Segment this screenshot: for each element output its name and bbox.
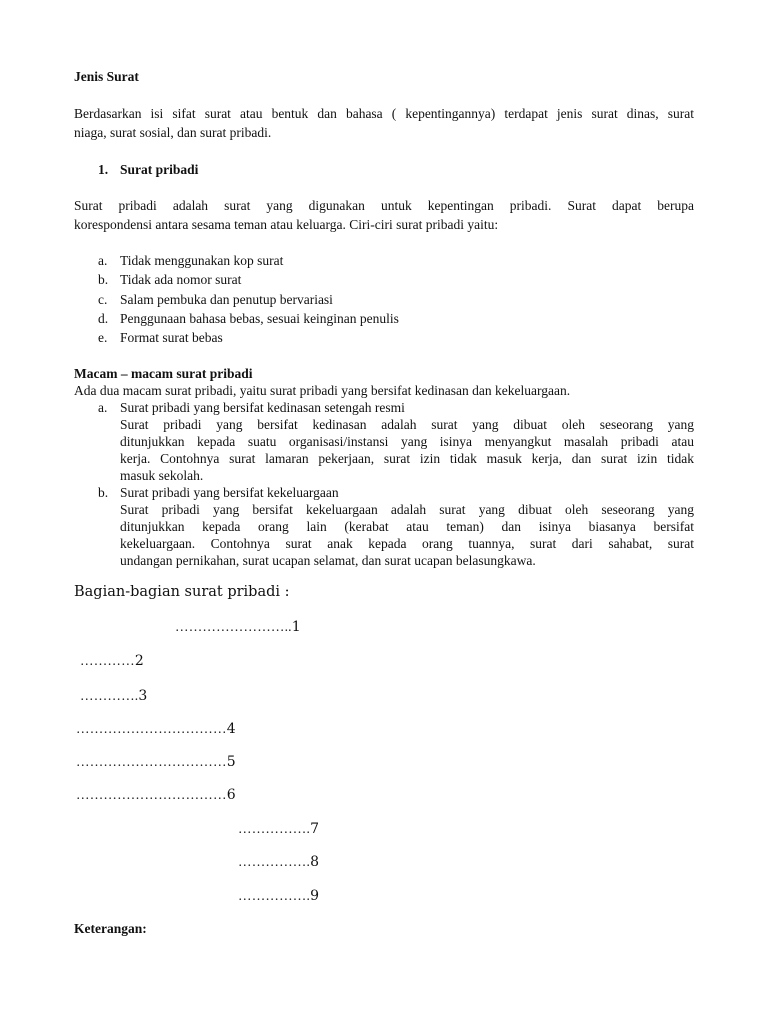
placeholder-dots: …………………………… — [76, 721, 227, 736]
type-paragraph — [120, 417, 694, 485]
list-marker: d. — [98, 311, 109, 326]
section-paragraph — [74, 198, 694, 238]
placeholder-number: 4 — [226, 721, 236, 737]
type-title: Surat pribadi yang bersifat kekeluargaan — [120, 485, 339, 500]
list-item: Salam pembuka dan penutup bervariasi — [120, 292, 333, 307]
placeholder-dots: …………………….. — [175, 619, 292, 634]
type-paragraph-line: kekeluargaan. Contohnya surat anak kepada orang tuannya, surat dari sahabat, surat — [120, 536, 694, 551]
placeholder-line — [80, 687, 147, 705]
page-title: Jenis Surat — [74, 69, 139, 84]
macam-intro: Ada dua macam surat pribadi, yaitu surat pribadi yang bersifat kedinasan dan kekeluargaan. — [74, 383, 571, 398]
placeholder-line — [80, 652, 144, 670]
section-paragraph-line-1: Surat pribadi adalah surat yang digunakan untuk kepentingan pribadi. Surat dapat berupa — [74, 198, 694, 213]
placeholder-number: 9 — [310, 888, 319, 904]
type-paragraph-line: Surat pribadi yang bersifat kedinasan adalah surat yang dibuat oleh seseorang yang — [120, 417, 694, 432]
placeholder-line — [238, 853, 319, 871]
list-marker: a. — [98, 253, 108, 268]
list-item: Tidak menggunakan kop surat — [120, 253, 284, 268]
placeholder-line — [76, 753, 236, 771]
placeholder-number: 1 — [291, 619, 301, 635]
list-marker: e. — [98, 330, 108, 345]
placeholder-number: 6 — [226, 787, 236, 803]
placeholder-dots: ……………. — [238, 821, 311, 836]
type-marker: a. — [98, 400, 108, 415]
placeholder-line — [238, 887, 319, 905]
type-paragraph-line: kerja. Contohnya surat lamaran pekerjaan, surat izin tidak masuk kerja, dan surat izin tidak — [120, 451, 694, 466]
list-item: Tidak ada nomor surat — [120, 272, 242, 287]
section-title: Surat pribadi — [120, 162, 199, 177]
placeholder-dots: ………… — [80, 653, 135, 668]
placeholder-number: 8 — [310, 854, 319, 870]
bagian-title: Bagian-bagian surat pribadi : — [74, 584, 290, 600]
list-marker: c. — [98, 292, 108, 307]
type-paragraph — [120, 502, 694, 570]
intro-paragraph — [74, 106, 694, 146]
placeholder-number: 3 — [138, 688, 148, 704]
list-item: Format surat bebas — [120, 330, 223, 345]
placeholder-dots: …………………………… — [76, 787, 227, 802]
type-title: Surat pribadi yang bersifat kedinasan setengah resmi — [120, 400, 405, 415]
type-marker: b. — [98, 485, 109, 500]
placeholder-number: 7 — [310, 821, 319, 837]
type-paragraph-line: ditunjukkan kepada orang lain (kerabat atau teman) dan isinya biasanya bersifat — [120, 519, 694, 534]
list-item: Penggunaan bahasa bebas, sesuai keinginan penulis — [120, 311, 399, 326]
type-paragraph-line: masuk sekolah. — [120, 468, 204, 483]
macam-title: Macam – macam surat pribadi — [74, 366, 253, 381]
placeholder-dots: ……………. — [238, 888, 311, 903]
list-marker: b. — [98, 272, 109, 287]
type-paragraph-line: ditunjukkan kepada suatu organisasi/instansi yang isinya menyangkut masalah pribadi atau — [120, 434, 694, 449]
intro-line-1: Berdasarkan isi sifat surat atau bentuk dan bahasa ( kepentingannya) terdapat jenis surat dinas, surat — [74, 106, 694, 121]
placeholder-number: 5 — [226, 754, 236, 770]
intro-line-2: niaga, surat sosial, dan surat pribadi. — [74, 125, 272, 140]
placeholder-line — [238, 820, 319, 838]
placeholder-dots: …………. — [80, 688, 139, 703]
section-paragraph-line-2: korespondensi antara sesama teman atau keluarga. Ciri-ciri surat pribadi yaitu: — [74, 217, 499, 232]
placeholder-dots: ……………. — [238, 854, 311, 869]
placeholder-number: 2 — [134, 653, 144, 669]
placeholder-line — [76, 786, 236, 804]
keterangan-heading: Keterangan: — [74, 921, 147, 936]
placeholder-line — [76, 720, 236, 738]
section-number: 1. — [98, 162, 109, 177]
placeholder-dots: …………………………… — [76, 754, 227, 769]
type-paragraph-line: Surat pribadi yang bersifat kekeluargaan adalah surat yang dibuat oleh seseorang yang — [120, 502, 694, 517]
placeholder-line — [175, 618, 301, 636]
type-paragraph-line: undangan pernikahan, surat ucapan selamat, dan surat ucapan belasungkawa. — [120, 553, 536, 568]
